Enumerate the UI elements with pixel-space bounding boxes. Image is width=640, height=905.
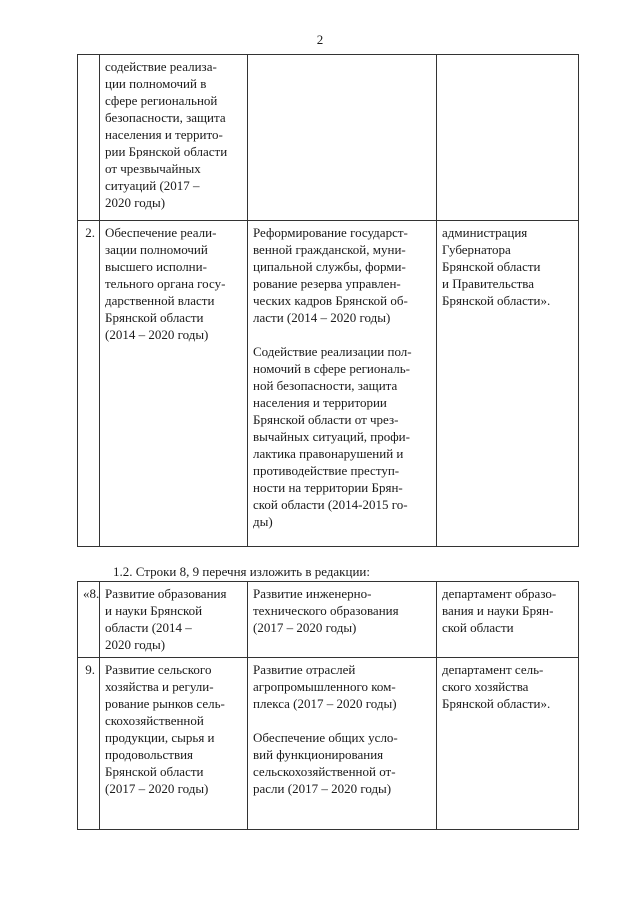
program-name-cell: содействие реализа- ции полномочий в сфере региональной безопасности, защита населения и террито- рии Брянской области от чрезвычайных ситуаций (2017 – 2020 годы) [100,55,248,221]
subprogram-item: Развитие отраслей агропромышленного ком- плекса (2017 – 2020 годы) [253,662,397,711]
subprograms-cell [248,221,437,547]
subprograms-cell [248,658,437,830]
program-name-cell: Развитие сельского хозяйства и регули- рование рынков сель- скохозяйственной продукции, сырья и продовольствия Брянской области (2017 – 2020 годы) [100,658,248,830]
subprograms-cell [248,582,437,658]
program-list-table-new [77,581,579,830]
subprograms-cell [248,55,437,221]
page-number: 2 [316,32,324,47]
row-number-cell: «8. [78,582,100,658]
subprogram-item: Обеспечение общих усло- вий функционирования сельскохозяйственной от- расли (2017 – 2020 годы) [253,730,398,796]
table-row [78,221,579,547]
executor-cell: администрация Губернатора Брянской области и Правительства Брянской области». [437,221,579,547]
program-name-cell: Обеспечение реали- зации полномочий высшего исполни- тельного органа госу- дарственной власти Брянской области (2014 – 2020 годы) [100,221,248,547]
subprogram-item: Реформирование государст- венной гражданской, муни- ципальной службы, форми- рование резерва управлен- ческих кадров Брянской об- ласти (2014 – 2020 годы) [253,225,408,325]
executor-cell [437,55,579,221]
executor-cell: департамент образо- вания и науки Брян- ской области [437,582,579,658]
table-row [78,658,579,830]
row-number-cell: 2. [78,221,100,547]
subprogram-item: Содействие реализации пол- номочий в сфере региональ- ной безопасности, защита населения и территории Брянской области от чрез- вычайных ситуаций, профи- лактика правонарушений и противодействие преступ- ности на территории Брян- ской области (2014-2015 го- ды) [253,344,412,529]
program-list-table-continued [77,54,579,547]
table-row [78,55,579,221]
row-number-cell [78,55,100,221]
executor-cell: департамент сель- ского хозяйства Брянской области». [437,658,579,830]
row-number-cell: 9. [78,658,100,830]
program-name-cell: Развитие образования и науки Брянской области (2014 – 2020 годы) [100,582,248,658]
table-row [78,582,579,658]
section-heading: 1.2. Строки 8, 9 перечня изложить в редакции: [113,564,370,579]
subprogram-item: Развитие инженерно- технического образования (2017 – 2020 годы) [253,586,399,635]
